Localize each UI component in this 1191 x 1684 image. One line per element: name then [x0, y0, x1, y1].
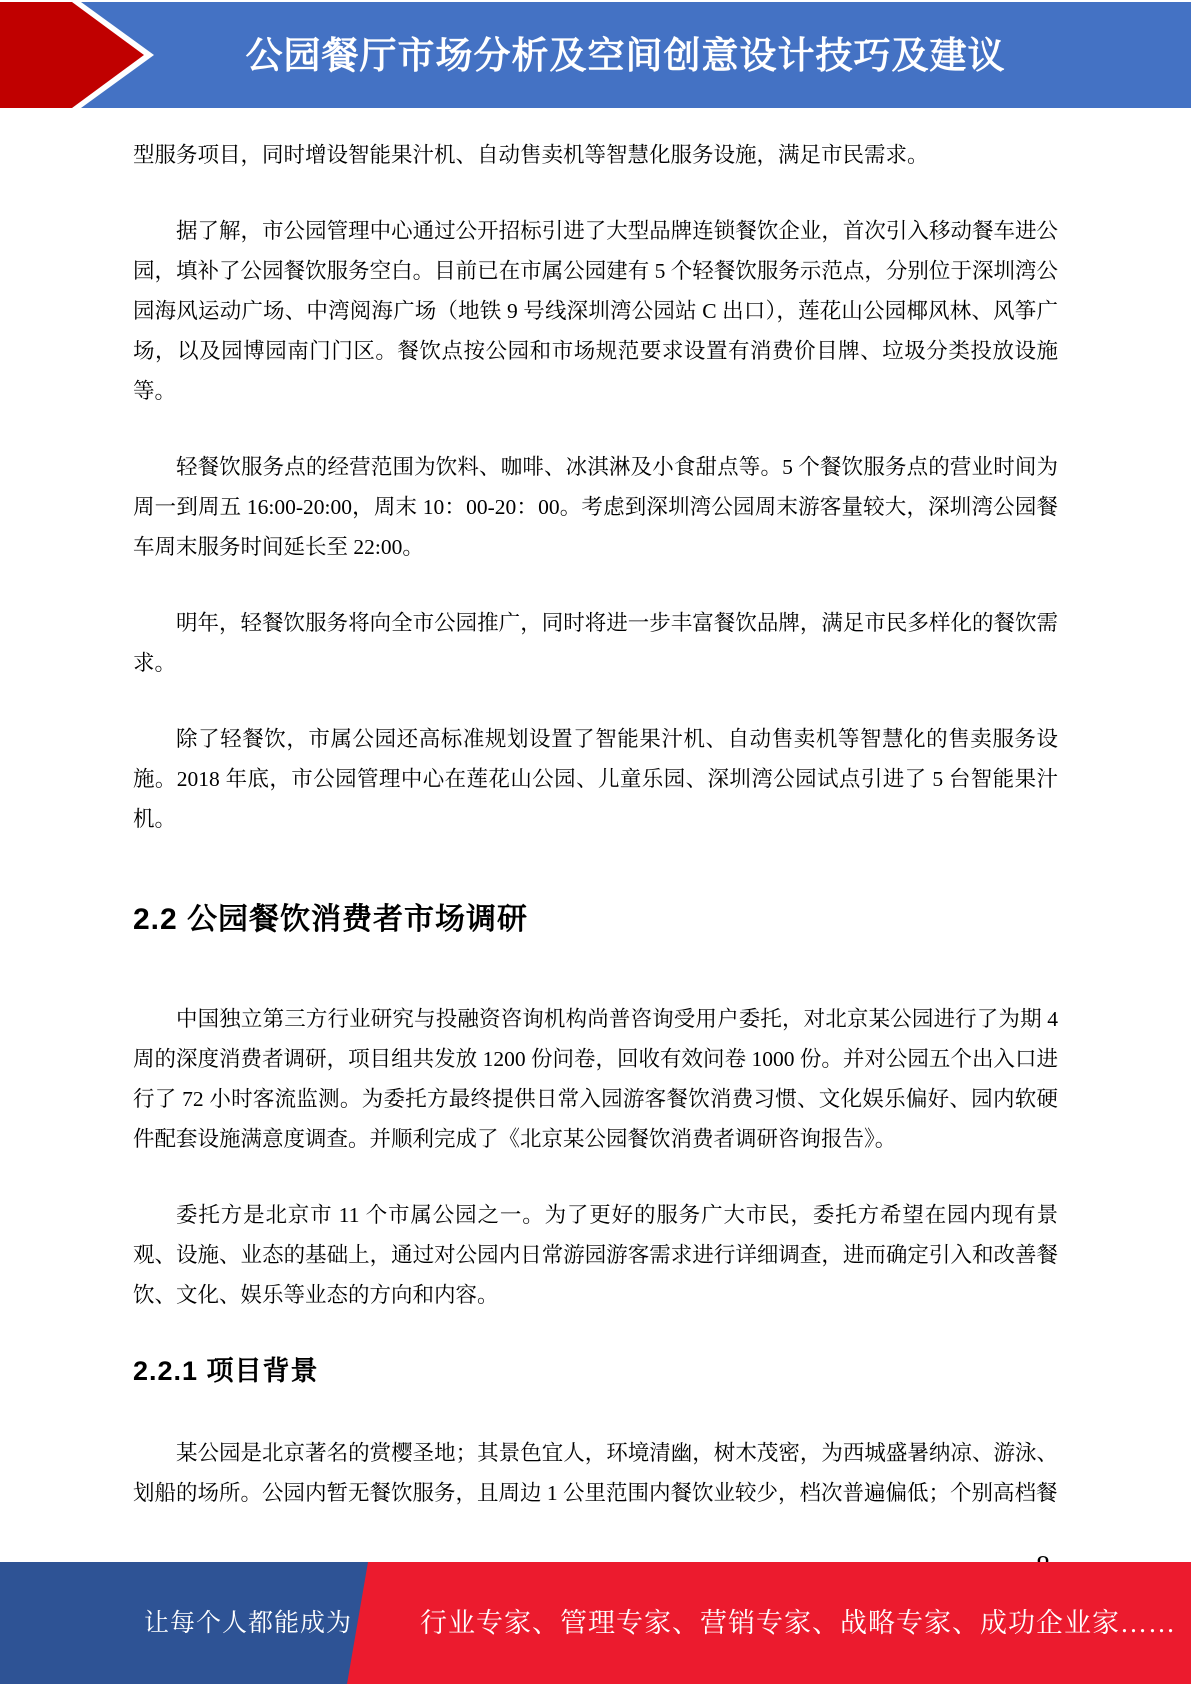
section-heading-2-2: 2.2 公园餐饮消费者市场调研 — [133, 903, 529, 936]
paragraph: 除了轻餐饮，市属公园还高标准规划设置了智能果汁机、自动售卖机等智慧化的售卖服务设施。2018 年底，市公园管理中心在莲花山公园、儿童乐园、深圳湾公园试点引进了 5 台智能果汁机。 — [133, 727, 1058, 831]
paragraph: 委托方是北京市 11 个市属公园之一。为了更好的服务广大市民，委托方希望在园内现有景观、设施、业态的基础上，通过对公园内日常游园游客需求进行详细调查，进而确定引入和改善餐饮、文化、娱乐等业态的方向和内容。 — [133, 1203, 1058, 1307]
paragraph: 某公园是北京著名的赏樱圣地；其景色宜人，环境清幽，树木茂密，为西城盛暑纳凉、游泳、划船的场所。公园内暂无餐饮服务，且周边 1 公里范围内餐饮业较少，档次普遍偏低；个别高档餐 — [133, 1441, 1058, 1505]
page-body — [133, 135, 1058, 1585]
paragraph: 轻餐饮服务点的经营范围为饮料、咖啡、冰淇淋及小食甜点等。5 个餐饮服务点的营业时间为周一到周五 16:00-20:00，周末 10：00-20：00。考虑到深圳湾公园周末游客量较大，深圳湾公园餐车周末服务时间延长至 22:00。 — [133, 455, 1058, 559]
paragraph: 明年，轻餐饮服务将向全市公园推广，同时将进一步丰富餐饮品牌，满足市民多样化的餐饮需求。 — [133, 611, 1058, 675]
footer-slogan-left: 让每个人都能成为 — [143, 1610, 352, 1637]
subsection-heading-2-2-1: 2.2.1 项目背景 — [133, 1356, 319, 1386]
paragraph-continuation: 型服务项目，同时增设智能果汁机、自动售卖机等智慧化服务设施，满足市民需求。 — [133, 143, 929, 167]
page-header — [0, 2, 1191, 108]
paragraph: 据了解，市公园管理中心通过公开招标引进了大型品牌连锁餐饮企业，首次引入移动餐车进公园，填补了公园餐饮服务空白。目前已在市属公园建有 5 个轻餐饮服务示范点，分别位于深圳湾公园海风运动广场、中湾阅海广场（地铁 9 号线深圳湾公园站 C 出口），莲花山公园椰风林、风筝广场，以及园博园南门门区。餐饮点按公园和市场规范要求设置有消费价目牌、垃圾分类投放设施等。 — [133, 219, 1058, 403]
document-title: 公园餐厅市场分析及空间创意设计技巧及建议 — [245, 34, 1006, 76]
page-footer — [0, 1562, 1191, 1684]
footer-slogan-right: 行业专家、管理专家、营销专家、战略专家、成功企业家…… — [420, 1608, 1176, 1638]
paragraph: 中国独立第三方行业研究与投融资咨询机构尚普咨询受用户委托，对北京某公园进行了为期 4 周的深度消费者调研，项目组共发放 1200 份问卷，回收有效问卷 1000 份。并对公园五个出入口进行了 72 小时客流监测。为委托方最终提供日常入园游客餐饮消费习惯、文化娱乐偏好、园内软硬件配套设施满意度调查。并顺利完成了《北京某公园餐饮消费者调研咨询报告》。 — [133, 1007, 1058, 1151]
